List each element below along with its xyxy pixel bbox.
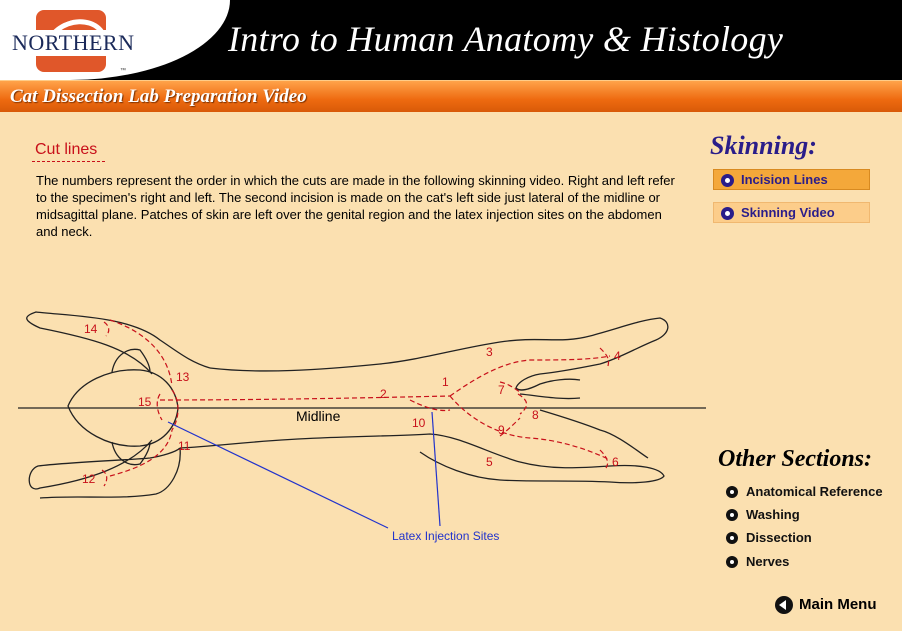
subheader-bar xyxy=(0,80,902,112)
cut-number: 9 xyxy=(498,423,505,437)
section-link-washing[interactable] xyxy=(726,507,800,522)
bullet-icon xyxy=(726,509,738,521)
logo-text: NORTHERN xyxy=(8,30,128,56)
injection-pointers xyxy=(168,412,440,528)
bullet-icon xyxy=(726,486,738,498)
cut-number: 12 xyxy=(82,472,96,486)
link-label: Anatomical Reference xyxy=(746,484,883,499)
section-link-dissection[interactable] xyxy=(726,530,812,545)
cut-number: 2 xyxy=(380,387,387,401)
cut-number: 8 xyxy=(532,408,539,422)
cut-number: 7 xyxy=(498,383,505,397)
cut-numbers xyxy=(82,322,621,486)
cat-outline xyxy=(27,312,668,498)
cut-number: 6 xyxy=(612,455,619,469)
link-label: Nerves xyxy=(746,554,790,569)
radio-bullet-icon xyxy=(721,174,734,187)
back-arrow-icon xyxy=(775,596,793,614)
cut-number: 5 xyxy=(486,455,493,469)
cut-number: 15 xyxy=(138,395,152,409)
section-link-nerves[interactable] xyxy=(726,554,789,569)
bullet-icon xyxy=(726,532,738,544)
cut-number: 3 xyxy=(486,345,493,359)
northern-logo[interactable] xyxy=(8,8,135,74)
header xyxy=(0,0,902,80)
cut-lines-diagram xyxy=(0,290,720,560)
link-label: Dissection xyxy=(746,530,812,545)
button-label: Incision Lines xyxy=(741,172,828,187)
cut-number: 10 xyxy=(412,416,426,430)
bullet-icon xyxy=(726,556,738,568)
injection-sites-label: Latex Injection Sites xyxy=(392,529,500,543)
page-title: Intro to Human Anatomy & Histology xyxy=(228,19,784,59)
main-menu-label: Main Menu xyxy=(799,596,877,613)
other-sections-title: Other Sections: xyxy=(718,446,873,472)
radio-bullet-icon xyxy=(721,207,734,220)
heading-underline xyxy=(32,161,105,162)
incision-lines-button[interactable] xyxy=(713,169,870,190)
cut-number: 1 xyxy=(442,375,449,389)
main-menu-button[interactable] xyxy=(775,596,877,613)
cut-number: 4 xyxy=(614,349,621,363)
midline-label: Midline xyxy=(296,408,341,424)
cut-number: 13 xyxy=(176,370,190,384)
skinning-title: Skinning: xyxy=(710,131,817,160)
cut-number: 14 xyxy=(84,322,98,336)
logo-trademark: ™ xyxy=(120,68,126,74)
section-heading: Cut lines xyxy=(35,141,98,158)
section-link-anatomical-reference[interactable] xyxy=(726,484,883,499)
cut-number: 11 xyxy=(178,439,191,453)
description-text: The numbers represent the order in which the cuts are made in the following skinning video. Right and left refer to the specimen's right and left. The second incision is made on the cat's left side just lateral of the midline or midsagittal plane. Patches of skin are left over the genital region and the latex injection sites on the abdomen and neck. xyxy=(36,173,675,239)
cut-lines xyxy=(102,320,610,486)
skinning-video-button[interactable] xyxy=(713,202,870,223)
button-label: Skinning Video xyxy=(741,205,835,220)
link-label: Washing xyxy=(746,507,800,522)
subheader-title: Cat Dissection Lab Preparation Video xyxy=(10,86,307,107)
